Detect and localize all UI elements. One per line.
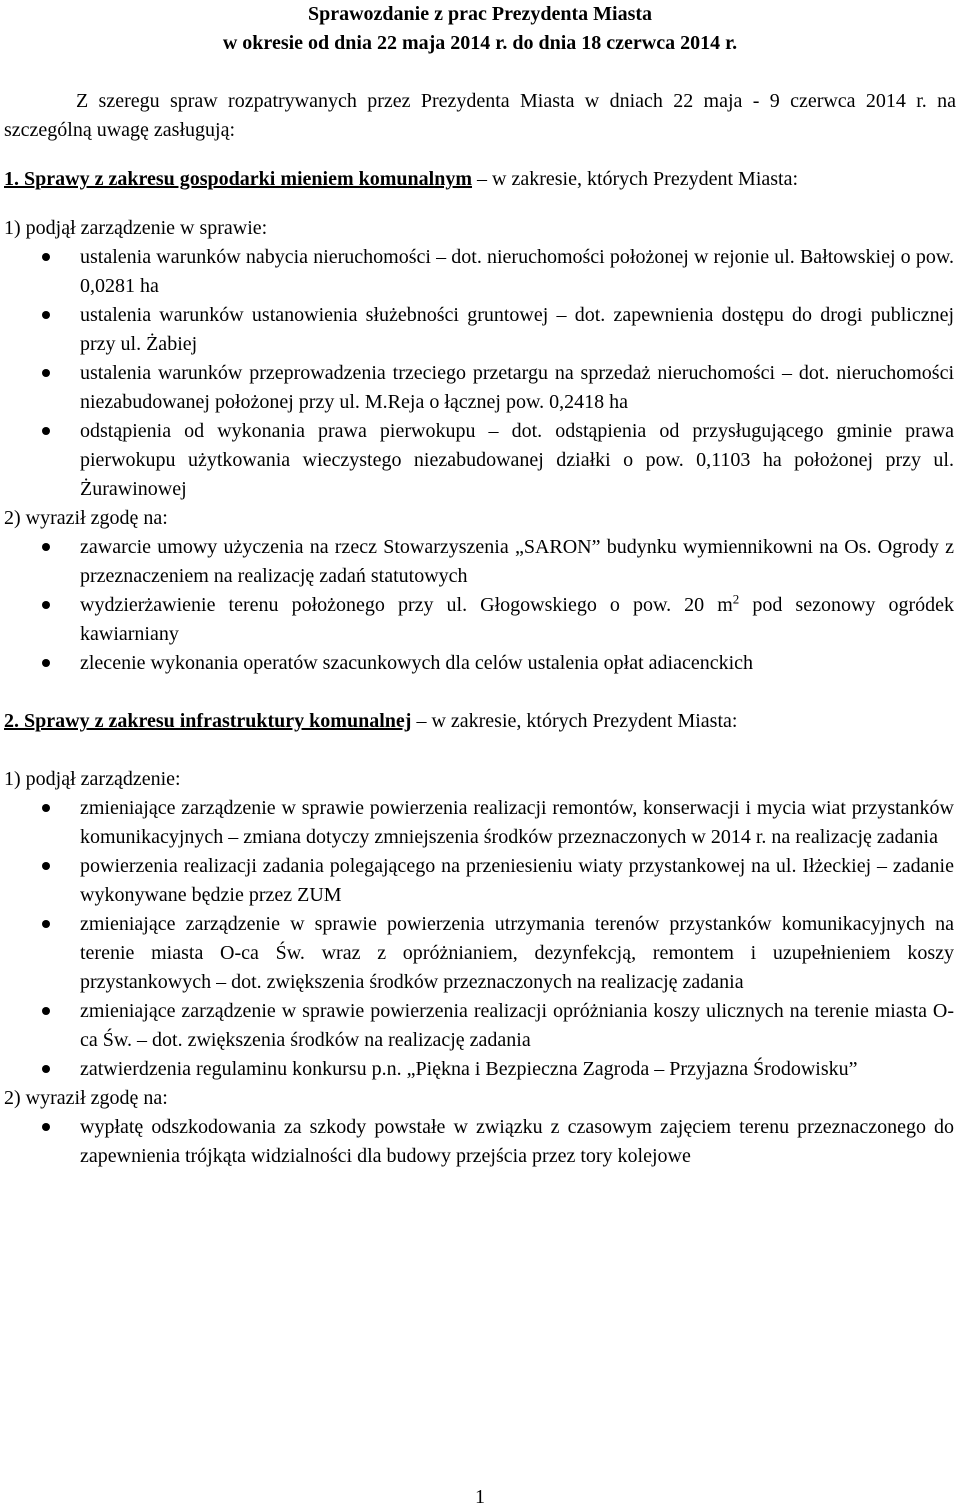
bullet-icon (42, 369, 50, 377)
section-1-sub1-label: 1) podjął zarządzenie w sprawie: (4, 217, 268, 239)
list-item: wydzierżawienie terenu położonego przy ul. Głogowskiego o pow. 20 $m^2$ pod sezonowy ogródek kawiarniany (4, 591, 956, 649)
bullet-icon (42, 1007, 50, 1015)
spacer (4, 58, 956, 87)
bullet-icon (42, 920, 50, 928)
list-item: ustalenia warunków przeprowadzenia trzeciego przetargu na sprzedaż nieruchomości – dot. nieruchomości niezabudowanej położonej przy ul. M.Reja o łącznej pow. 0,2418 ha (4, 359, 956, 417)
bullet-icon (42, 311, 50, 319)
page-number: 1 (475, 1486, 485, 1508)
section-2-sub1-label: 1) podjął zarządzenie: (4, 768, 181, 790)
section-2-sub2-label: 2) wyraził zgodę na: (4, 1087, 168, 1109)
list-item: ustalenia warunków nabycia nieruchomości – dot. nieruchomości położonej w rejonie ul. Bałtowskiej o pow. 0,0281 ha (4, 243, 956, 301)
section-1-sub2-label: 2) wyraził zgodę na: (4, 507, 168, 529)
bullet-icon (42, 1065, 50, 1073)
section-2-sub1-list (4, 794, 956, 1084)
section-1-heading (4, 165, 956, 194)
list-item: zatwierdzenia regulaminu konkursu p.n. „Piękna i Bezpieczna Zagroda – Przyjazna Środowisku” (4, 1055, 956, 1084)
section-1-sub2-list (4, 533, 956, 678)
section-1-lead: 1. Sprawy z zakresu gospodarki mieniem komunalnym (4, 168, 473, 190)
report-title-line1: Sprawozdanie z prac Prezydenta Miasta (307, 3, 653, 25)
bullet-icon (42, 659, 50, 667)
intro-paragraph: Z szeregu spraw rozpatrywanych przez Prezydenta Miasta w dniach 22 maja - 9 czerwca 2014 r. na szczególną uwagę zasługują: (4, 90, 956, 141)
section-2-heading (4, 707, 956, 736)
report-title-line2: w okresie od dnia 22 maja 2014 r. do dnia 18 czerwca 2014 r. (222, 32, 738, 54)
list-item: ustalenia warunków ustanowienia służebności gruntowej – dot. zapewnienia dostępu do drogi publicznej przy ul. Żabiej (4, 301, 956, 359)
bullet-icon (42, 543, 50, 551)
list-item: powierzenia realizacji zadania polegającego na przeniesieniu wiaty przystankowej na ul. Iłżeckiej – zadanie wykonywane będzie przez ZUM (4, 852, 956, 910)
spacer (4, 678, 956, 707)
section-2-lead: 2. Sprawy z zakresu infrastruktury komunalnej (4, 710, 412, 732)
bullet-icon (42, 862, 50, 870)
bullet-icon (42, 1123, 50, 1131)
list-item: zmieniające zarządzenie w sprawie powierzenia utrzymania terenów przystanków komunikacyjnych na terenie miasta O-ca Św. wraz z opróżnianiem, dezynfekcją, remontem i uzupełnieniem koszy przystankowych – dot. zwiększenia środków przeznaczonych na realizację zadania (4, 910, 956, 997)
list-item: odstąpienia od wykonania prawa pierwokupu – dot. odstąpienia od przysługującego gminie prawa pierwokupu użytkowania wieczystego niezabudowanej działki o pow. 0,1103 ha położonej przy ul. Żurawinowej (4, 417, 956, 504)
spacer (4, 145, 956, 165)
spacer (4, 194, 956, 214)
section-1-rest: – w zakresie, których Prezydent Miasta: (472, 168, 799, 190)
bullet-icon (42, 253, 50, 261)
list-item: zawarcie umowy użyczenia na rzecz Stowarzyszenia „SARON” budynku wymiennikowni na Os. Ogrody z przeznaczeniem na realizację zadań statutowych (4, 533, 956, 591)
section-1-sub1-list (4, 243, 956, 504)
bullet-icon (42, 427, 50, 435)
spacer (4, 736, 956, 765)
section-2-rest: – w zakresie, których Prezydent Miasta: (411, 710, 738, 732)
section-2-sub2-list (4, 1113, 956, 1171)
list-item: wypłatę odszkodowania za szkody powstałe w związku z czasowym zajęciem terenu przeznaczonego do zapewnienia trójkąta widzialności dla budowy przejścia przez tory kolejowe (4, 1113, 956, 1171)
bullet-icon (42, 601, 50, 609)
superscript: 2 (732, 591, 740, 607)
list-item: zmieniające zarządzenie w sprawie powierzenia realizacji opróżniania koszy ulicznych na terenie miasta O-ca Św. – dot. zwiększenia środków na realizację zadania (4, 997, 956, 1055)
list-item: zlecenie wykonania operatów szacunkowych dla celów ustalenia opłat adiacenckich (4, 649, 956, 678)
list-item: zmieniające zarządzenie w sprawie powierzenia realizacji remontów, konserwacji i mycia wiat przystanków komunikacyjnych – zmiana dotyczy zmniejszenia środków przeznaczonych w 2014 r. na realizację zadania (4, 794, 956, 852)
bullet-icon (42, 804, 50, 812)
